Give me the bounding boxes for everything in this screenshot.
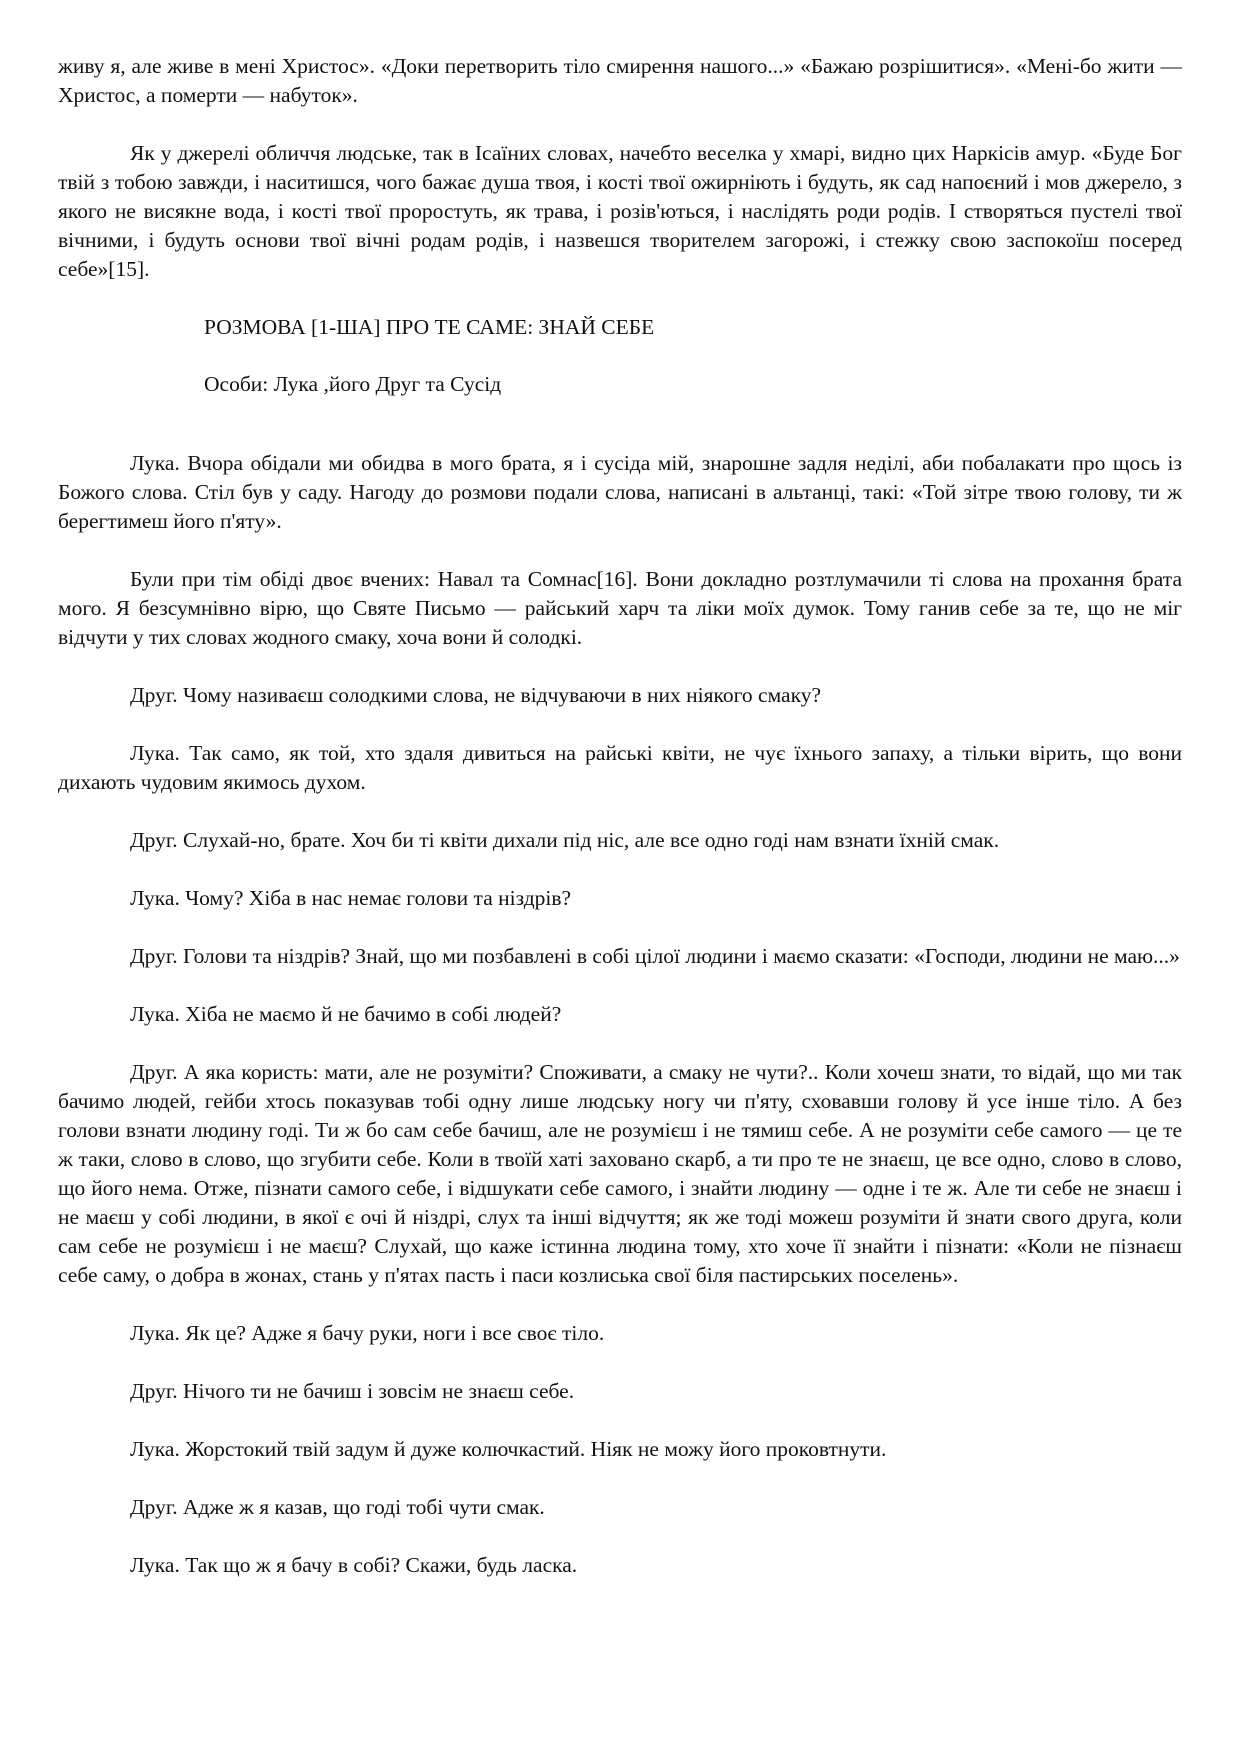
dialogue-line: Друг. Голови та ніздрів? Знай, що ми позбавлені в собі цілої людини і маємо сказати: «Господи, людини не маю...» <box>130 944 1180 968</box>
section-header <box>58 313 1182 399</box>
paragraph-intro-1: живу я, але живе в мені Христос». «Доки перетворить тіло смирення нашого...» «Бажаю розрішитися». «Мені-бо жити — Христос, а померти — набуток». <box>58 54 1182 107</box>
dialogue-line: Лука. Чому? Хіба в нас немає голови та ніздрів? <box>130 886 572 910</box>
dialogue-line: Друг. Нічого ти не бачиш і зовсім не знаєш себе. <box>130 1379 575 1403</box>
dialogue-line: Друг. А яка користь: мати, але не розуміти? Споживати, а смаку не чути?.. Коли хочеш знати, то відай, що ми так бачимо людей, гейби хтось показував тобі одну лише людську ногу чи п'яту, сховавши голову й усе інше тіло. А без голови взнати людину годі. Ти ж бо сам себе бачиш, але не розумієш і не тямиш себе. А не розуміти себе самого — це те ж таки, слово в слово, що згубити себе. Коли в твоїй хаті заховано скарб, а ти про те не знаєш, це все одно, слово в слово, що його нема. Отже, пізнати самого себе, і відшукати себе самого, і знайти людину — одне і те ж. Але ти себе не знаєш і не маєш у собі людини, в якої є очі й ніздрі, слух та інші відчуття; як же тоді можеш розуміти й знати свого друга, коли сам себе не розумієш і не маєш? Слухай, що каже істинна людина тому, хто хоче її знайти і пізнати: «Коли не пізнаєш себе саму, о добра в жонах, стань у п'ятах пасть і паси козлиська свої біля пастирських поселень». <box>58 1060 1182 1287</box>
dialogue-line: Лука. Вчора обідали ми обидва в мого брата, я і сусіда мій, знарошне задля неділі, аби побалакати про щось із Божого слова. Стіл був у саду. Нагоду до розмови подали слова, написані в альтанці, такі: «Той зітре твою голову, ти ж берегтимеш його п'яту». <box>58 451 1182 533</box>
dialogue-line: Лука. Хіба не маємо й не бачимо в собі людей? <box>130 1002 562 1026</box>
dialogue-line: Лука. Так само, як той, хто здаля дивиться на райські квіти, не чує їхнього запаху, а тільки вірить, що вони дихають чудовим якимось духом. <box>58 741 1182 794</box>
section-persons: Особи: Лука ,його Друг та Сусід <box>204 372 502 396</box>
dialogue-line: Лука. Як це? Адже я бачу руки, ноги і все своє тіло. <box>130 1321 605 1345</box>
dialogue-line: Лука. Жорстокий твій задум й дуже колючкастий. Ніяк не можу його проковтнути. <box>130 1437 887 1461</box>
dialogue-line: Були при тім обіді двоє вчених: Навал та Сомнас[16]. Вони докладно розтлумачили ті слова на прохання брата мого. Я безсумнівно вірю, що Святе Письмо — райський харч та ліки моїх думок. Тому ганив себе за те, що не міг відчути у тих словах жодного смаку, хоча вони й солодкі. <box>58 567 1182 649</box>
dialogue-line: Друг. Адже ж я казав, що годі тобі чути смак. <box>130 1495 545 1519</box>
section-heading: РОЗМОВА [1-ША] ПРО ТЕ САМЕ: ЗНАЙ СЕБЕ <box>204 315 655 339</box>
document-page <box>58 52 1182 1609</box>
dialogue-line: Лука. Так що ж я бачу в собі? Скажи, будь ласка. <box>130 1553 578 1577</box>
dialogue-line: Друг. Слухай-но, брате. Хоч би ті квіти дихали під ніс, але все одно годі нам взнати їхній смак. <box>130 828 1000 852</box>
paragraph-intro-2: Як у джерелі обличчя людське, так в Ісаїних словах, начебто веселка у хмарі, видно цих Наркісів амур. «Буде Бог твій з тобою завжди, і наситишся, чого бажає душа твоя, і кості твої ожирніють і будуть, як сад напоєний і мов джерело, з якого не висякне вода, і кості твої проростуть, як трава, і розів'ються, і наслідять роди родів. І створяться пустелі твої вічними, і будуть основи твої вічні родам родів, і назвешся творителем загорожі, і стежку свою заспокоїш посеред себе»[15]. <box>58 141 1182 281</box>
dialogue-line: Друг. Чому називаєш солодкими слова, не відчуваючи в них ніякого смаку? <box>130 683 822 707</box>
